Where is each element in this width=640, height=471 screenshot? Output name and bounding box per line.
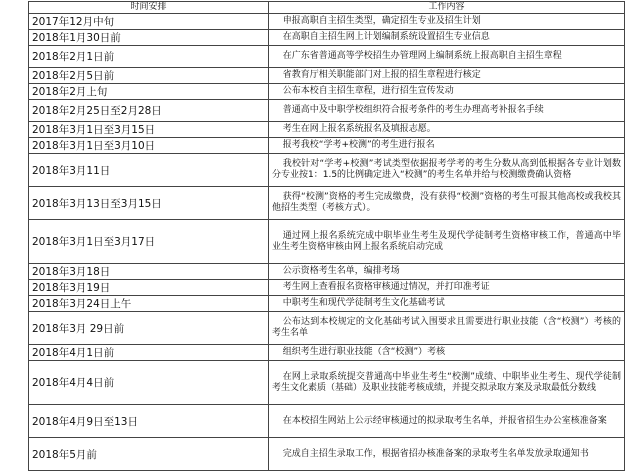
table-row xyxy=(29,138,625,154)
table-row xyxy=(29,122,625,138)
row-content: 省教育厅相关职能部门对上报的招生章程进行核定 xyxy=(269,68,625,84)
row-content: 在广东省普通高等学校招生办管理网上编制系统上报高职自主招生章程 xyxy=(269,46,625,68)
row-date: 2018年2月25日至2月28日 xyxy=(29,100,269,122)
row-content: 公布达到本校规定的文化基础考试入围要求且需要进行职业技能（含“校测”）考核的考生名单 xyxy=(269,312,625,345)
table-row xyxy=(29,345,625,361)
row-content: 组织考生进行职业技能（含“校测”）考核 xyxy=(269,345,625,361)
row-content: 在网上录取系统提交普通高中毕业生考生“校测”成绩、中职毕业生考生、现代学徒制考生文化素质（基础）及职业技能考核成绩，并提交拟录取方案及录取最低分数线 xyxy=(269,361,625,405)
row-date: 2018年3月1日至3月17日 xyxy=(29,220,269,264)
row-content: 中职考生和现代学徒制考生文化基础考试 xyxy=(269,296,625,312)
row-date: 2018年3月19日 xyxy=(29,280,269,296)
row-date: 2018年3月18日 xyxy=(29,264,269,280)
header-content: 工作内容 xyxy=(269,2,625,14)
table-row xyxy=(29,361,625,405)
table-row xyxy=(29,220,625,264)
row-date: 2018年3月11日 xyxy=(29,154,269,187)
row-content: 在高职自主招生网上计划编制系统设置招生专业信息 xyxy=(269,30,625,46)
row-date: 2018年3月24日上午 xyxy=(29,296,269,312)
row-content: 公布本校自主招生章程，进行招生宣传发动 xyxy=(269,84,625,100)
table-row xyxy=(29,154,625,187)
row-content: 报考我校“学考+校测”的考生进行报名 xyxy=(269,138,625,154)
row-content: 考生在网上报名系统报名及填报志愿。 xyxy=(269,122,625,138)
row-date: 2018年4月9日至13日 xyxy=(29,405,269,438)
row-date: 2018年2月5日前 xyxy=(29,68,269,84)
row-content: 考生网上查看报名资格审核通过情况，并打印准考证 xyxy=(269,280,625,296)
row-date: 2018年1月30日前 xyxy=(29,30,269,46)
row-date: 2018年4月1日前 xyxy=(29,345,269,361)
row-content: 在本校招生网站上公示经审核通过的拟录取考生名单，并报省招生办公室核准备案 xyxy=(269,405,625,438)
row-date: 2018年4月4日前 xyxy=(29,361,269,405)
table-row xyxy=(29,438,625,471)
row-content: 公示资格考生名单，编排考场 xyxy=(269,264,625,280)
row-date: 2018年3月1日至3月10日 xyxy=(29,138,269,154)
table-row xyxy=(29,280,625,296)
header-time: 时间安排 xyxy=(29,2,269,14)
table-row xyxy=(29,68,625,84)
table-row xyxy=(29,14,625,30)
table-row xyxy=(29,312,625,345)
row-date: 2017年12月中旬 xyxy=(29,14,269,30)
row-date: 2018年3月 29日前 xyxy=(29,312,269,345)
row-content: 获得“校测”资格的考生完成缴费，没有获得“校测”资格的考生可报其他高校或我校其他招生类型（考核方式）。 xyxy=(269,187,625,220)
table-row xyxy=(29,187,625,220)
table-row xyxy=(29,405,625,438)
table-row xyxy=(29,264,625,280)
table-header-row xyxy=(29,2,625,14)
table-row xyxy=(29,46,625,68)
table-row xyxy=(29,30,625,46)
row-date: 2018年5月前 xyxy=(29,438,269,471)
row-date: 2018年3月1日至3月15日 xyxy=(29,122,269,138)
row-content: 普通高中及中职学校组织符合报考条件的考生办理高考补报名手续 xyxy=(269,100,625,122)
row-content: 通过网上报名系统完成中职毕业生考生及现代学徒制考生资格审核工作，普通高中毕业生考生资格审核由网上报名系统启动完成 xyxy=(269,220,625,264)
row-content: 我校针对“学考+校测”考试类型依据报考学考的考生分数从高到低根据各专业计划数分专业按1：1.5的比例确定进入“校测”的考生名单并给与校测缴费确认资格 xyxy=(269,154,625,187)
row-content: 完成自主招生录取工作，根据省招办核准备案的录取考生名单发放录取通知书 xyxy=(269,438,625,471)
row-date: 2018年3月13日至3月15日 xyxy=(29,187,269,220)
table-row xyxy=(29,296,625,312)
row-date: 2018年2月上旬 xyxy=(29,84,269,100)
row-date: 2018年2月1日前 xyxy=(29,46,269,68)
schedule-table xyxy=(28,1,625,471)
table-row xyxy=(29,84,625,100)
table-row xyxy=(29,100,625,122)
row-content: 申报高职自主招生类型，确定招生专业及招生计划 xyxy=(269,14,625,30)
